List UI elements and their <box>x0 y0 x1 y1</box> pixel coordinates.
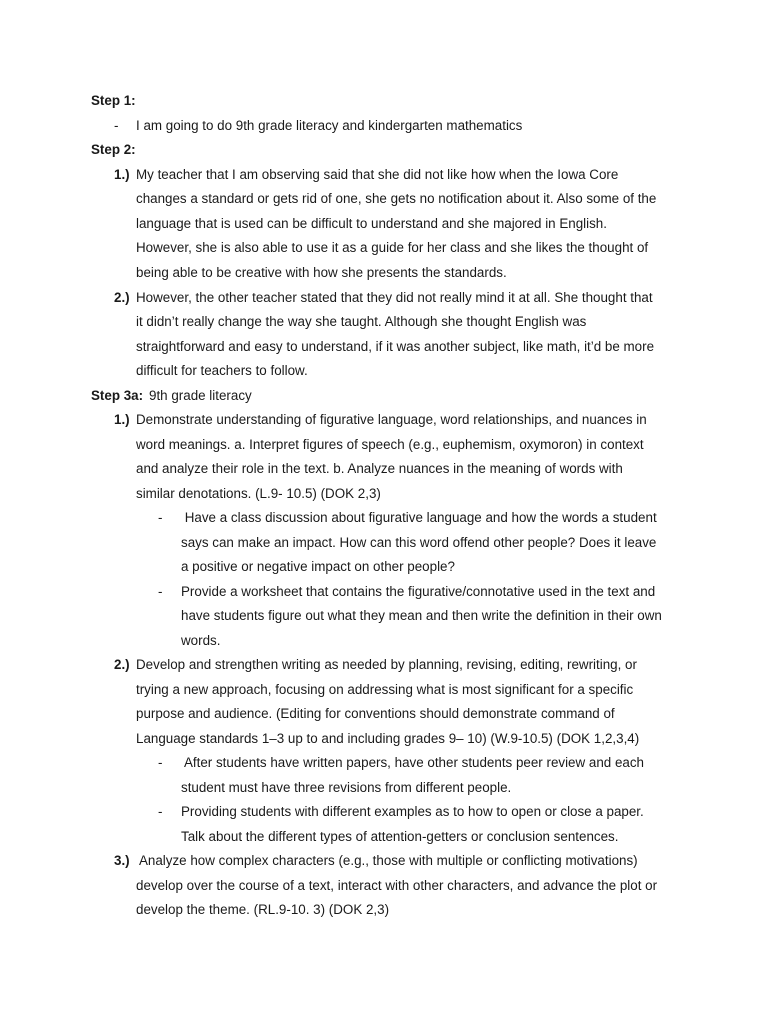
list-item-line: purpose and audience. (Editing for conventions should demonstrate command of <box>136 706 615 721</box>
list-item-line: develop over the course of a text, interact with other characters, and advance the plot or <box>136 878 658 893</box>
list-number: 1.) <box>114 167 130 182</box>
sub-item-line: Have a class discussion about figurative language and how the words a student <box>181 510 657 525</box>
list-number: 1.) <box>114 412 130 427</box>
list-item-line: My teacher that I am observing said that she did not like how when the Iowa Core <box>136 167 619 182</box>
sub-bullet-dash: - <box>158 755 163 770</box>
sub-item-line: a positive or negative impact on other people? <box>181 559 455 574</box>
list-item-line: trying a new approach, focusing on addressing what is most significant for a specific <box>136 682 634 697</box>
list-item-line: it didn’t really change the way she taught. Although she thought English was <box>136 314 587 329</box>
list-item-line: However, the other teacher stated that they did not really mind it at all. She thought that <box>136 290 653 305</box>
list-item-line: develop the theme. (RL.9-10. 3) (DOK 2,3) <box>136 902 390 917</box>
list-item-line: word meanings. a. Interpret figures of speech (e.g., euphemism, oxymoron) in context <box>136 437 644 452</box>
list-number: 2.) <box>114 657 130 672</box>
list-item-line: difficult for teachers to follow. <box>136 363 308 378</box>
sub-bullet-dash: - <box>158 804 163 819</box>
sub-item-line: After students have written papers, have other students peer review and each <box>181 755 644 770</box>
sub-item-line: words. <box>181 633 221 648</box>
step1-heading: Step 1: <box>91 93 136 108</box>
sub-bullet-dash: - <box>158 584 163 599</box>
list-item-line: similar denotations. (L.9- 10.5) (DOK 2,3) <box>136 486 381 501</box>
step2-heading: Step 2: <box>91 142 136 157</box>
sub-item-line: Talk about the different types of attention-getters or conclusion sentences. <box>181 829 619 844</box>
list-item-line: being able to be creative with how she presents the standards. <box>136 265 507 280</box>
list-item-line: Language standards 1–3 up to and including grades 9– 10) (W.9-10.5) (DOK 1,2,3,4) <box>136 731 640 746</box>
sub-item-line: says can make an impact. How can this word offend other people? Does it leave <box>181 535 657 550</box>
list-number: 2.) <box>114 290 130 305</box>
step3a-heading: Step 3a: <box>91 388 144 403</box>
step3a-subheading: 9th grade literacy <box>149 388 252 403</box>
step1-text: I am going to do 9th grade literacy and kindergarten mathematics <box>136 118 523 133</box>
sub-item-line: have students figure out what they mean and then write the definition in their own <box>181 608 662 623</box>
list-item-line: changes a standard or gets rid of one, she gets no notification about it. Also some of the <box>136 191 657 206</box>
sub-item-line: Providing students with different examples as to how to open or close a paper. <box>181 804 644 819</box>
sub-item-line: Provide a worksheet that contains the figurative/connotative used in the text and <box>181 584 656 599</box>
bullet-dash: - <box>114 118 119 133</box>
sub-item-line: student must have three revisions from different people. <box>181 780 512 795</box>
list-item-line: Analyze how complex characters (e.g., those with multiple or conflicting motivations) <box>136 853 638 868</box>
list-item-line: Demonstrate understanding of figurative language, word relationships, and nuances in <box>136 412 647 427</box>
list-item-line: straightforward and easy to understand, if it was another subject, like math, it’d be more <box>136 339 655 354</box>
list-number: 3.) <box>114 853 130 868</box>
list-item-line: and analyze their role in the text. b. Analyze nuances in the meaning of words with <box>136 461 623 476</box>
list-item-line: language that is used can be difficult to understand and she majored in English. <box>136 216 607 231</box>
list-item-line: Develop and strengthen writing as needed by planning, revising, editing, rewriting, or <box>136 657 637 672</box>
sub-bullet-dash: - <box>158 510 163 525</box>
list-item-line: However, she is also able to use it as a guide for her class and she likes the thought of <box>136 240 649 255</box>
